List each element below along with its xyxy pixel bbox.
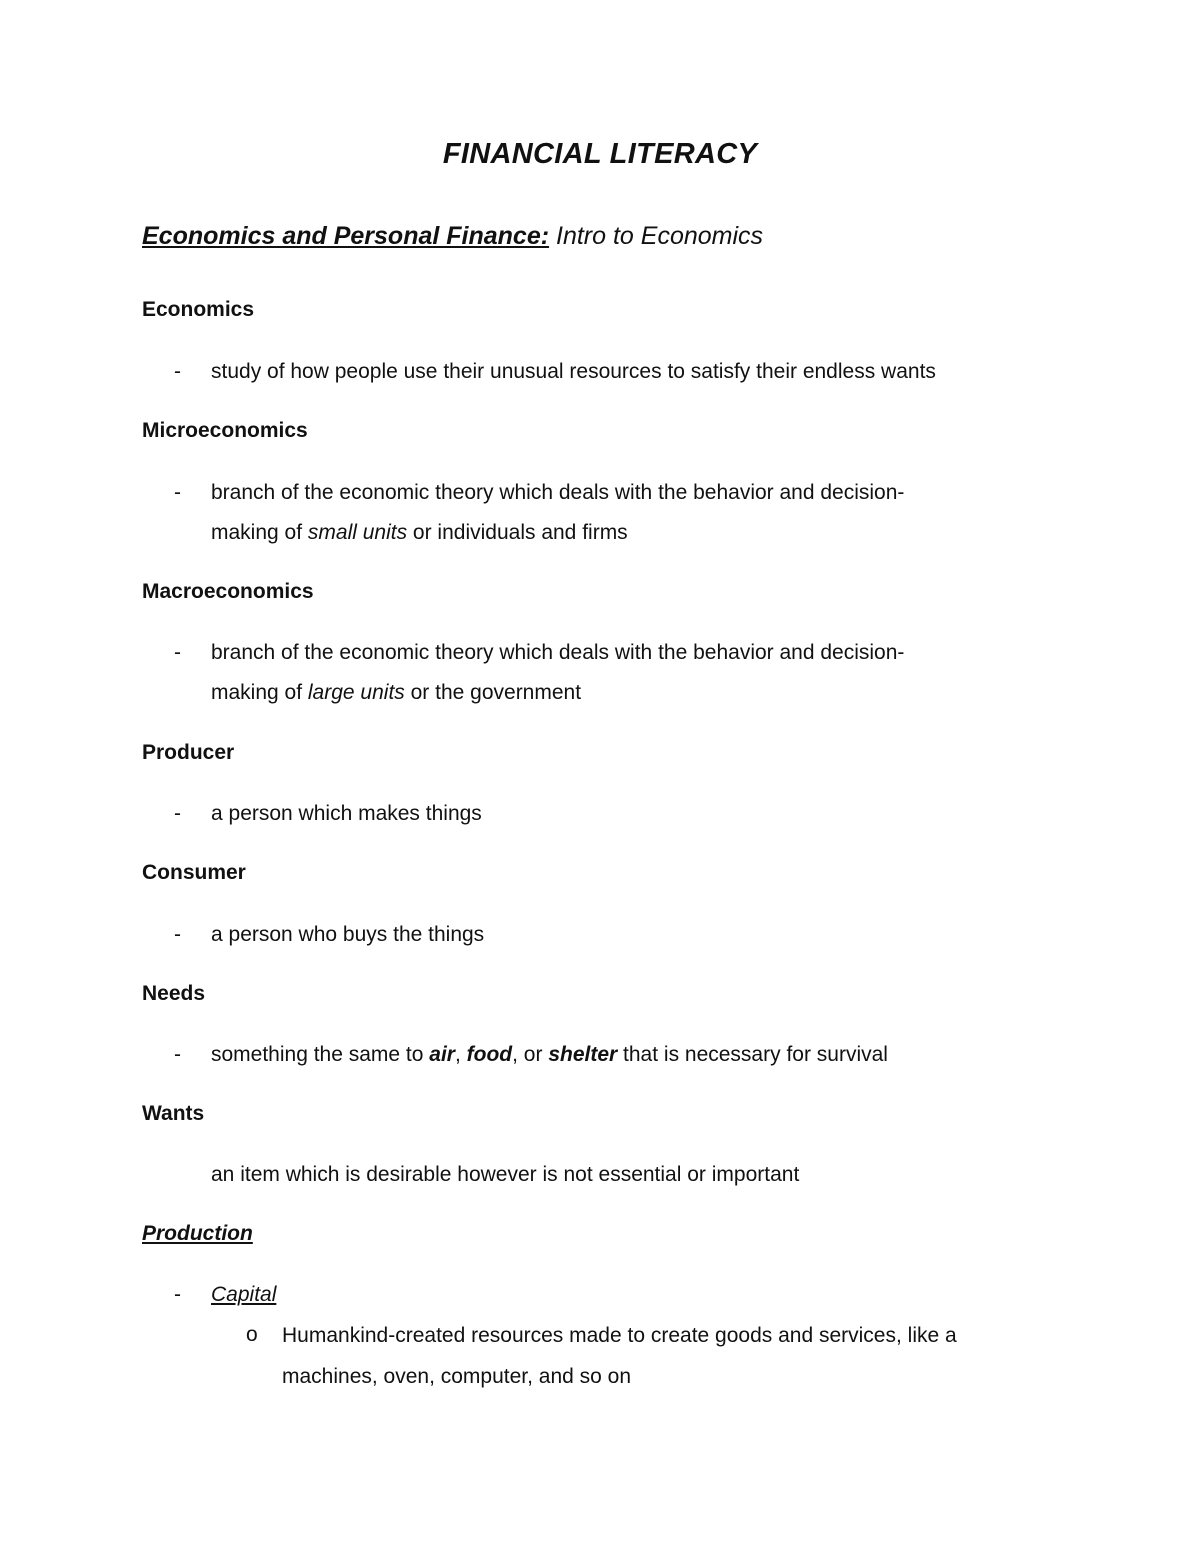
- bullet-dash: -: [174, 1043, 181, 1066]
- definition-wants: an item which is desirable however is not essential or important: [211, 1163, 800, 1186]
- bullet-dash: -: [174, 360, 181, 383]
- term-consumer: Consumer: [142, 861, 246, 884]
- bullet-circle: o: [246, 1323, 258, 1346]
- definition-needs: [211, 1035, 1031, 1075]
- term-microeconomics: Microeconomics: [142, 419, 308, 442]
- definition-economics: study of how people use their unusual resources to satisfy their endless wants: [211, 360, 936, 383]
- bullet-dash: -: [174, 481, 181, 504]
- emphasis-text: small units: [307, 521, 408, 544]
- bullet-dash: -: [174, 1283, 181, 1306]
- definition-text: ,: [454, 1043, 467, 1066]
- definition-line: [211, 673, 1031, 713]
- definition-consumer: a person who buys the things: [211, 923, 485, 946]
- definition-line: machines, oven, computer, and so on: [282, 1365, 632, 1388]
- definition-text: , or: [512, 1043, 549, 1066]
- definition-microeconomics: [211, 473, 1031, 553]
- definition-text: or the government: [404, 681, 582, 704]
- emphasis-text: large units: [307, 681, 405, 704]
- definition-capital: [282, 1315, 957, 1397]
- term-needs: Needs: [142, 982, 206, 1005]
- term-economics: Economics: [142, 298, 255, 321]
- term-producer: Producer: [142, 741, 235, 764]
- section-heading-main: Economics and Personal Finance:: [142, 222, 550, 250]
- definition-line: branch of the economic theory which deals with the behavior and decision-: [211, 481, 905, 504]
- emphasis-text: shelter: [548, 1043, 618, 1066]
- definition-producer: a person which makes things: [211, 802, 482, 825]
- definition-text: something the same to: [211, 1043, 430, 1066]
- section-heading-sub: Intro to Economics: [556, 222, 764, 250]
- bullet-dash: -: [174, 641, 181, 664]
- emphasis-text: air: [429, 1043, 455, 1066]
- definition-text: or individuals and firms: [407, 521, 628, 544]
- definition-text: making of: [211, 681, 308, 704]
- bullet-dash: -: [174, 802, 181, 825]
- definition-line: branch of the economic theory which deals with the behavior and decision-: [211, 641, 905, 664]
- term-wants: Wants: [142, 1102, 205, 1125]
- term-capital: Capital: [211, 1283, 277, 1306]
- definition-line: [211, 513, 1031, 553]
- term-macroeconomics: Macroeconomics: [142, 580, 314, 603]
- definition-line: Humankind-created resources made to create goods and services, like a: [282, 1324, 957, 1347]
- definition-macroeconomics: [211, 633, 1031, 713]
- definition-text: making of: [211, 521, 308, 544]
- production-heading: Production: [142, 1222, 253, 1245]
- section-heading: [142, 222, 763, 251]
- document-title: FINANCIAL LITERACY: [442, 138, 758, 170]
- definition-text: that is necessary for survival: [617, 1043, 888, 1066]
- bullet-dash: -: [174, 923, 181, 946]
- emphasis-text: food: [466, 1043, 513, 1066]
